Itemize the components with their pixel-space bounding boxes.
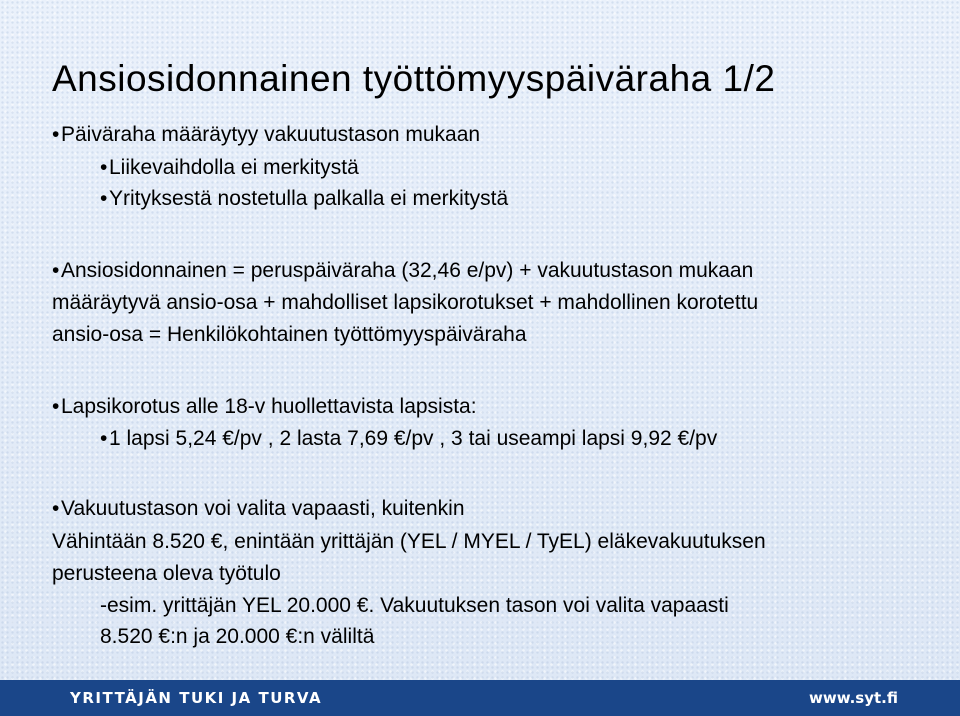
bullet-line xyxy=(100,186,508,212)
line-text: Päiväraha määräytyy vakuutustason mukaan xyxy=(61,123,481,146)
footer-brand-text: YRITTÄJÄN TUKI JA TURVA xyxy=(70,689,323,707)
bullet-glyph: • xyxy=(52,259,60,282)
line-text: Liikevaihdolla ei merkitystä xyxy=(109,156,359,179)
bullet-line xyxy=(100,426,717,452)
bullet-glyph: • xyxy=(52,497,60,520)
bullet-glyph: • xyxy=(100,156,108,179)
bullet-glyph: • xyxy=(100,427,108,450)
text-line: ansio-osa = Henkilökohtainen työttömyyspäiväraha xyxy=(52,323,527,346)
text-line: perusteena oleva työtulo xyxy=(52,562,281,585)
line-text: Vakuutustason voi valita vapaasti, kuitenkin xyxy=(61,497,465,520)
bullet-glyph: • xyxy=(52,395,60,418)
line-text: Ansiosidonnainen = peruspäiväraha (32,46 e/pv) + vakuutustason mukaan xyxy=(61,259,754,282)
text-line: 8.520 €:n ja 20.000 €:n väliltä xyxy=(100,625,375,648)
footer-bar xyxy=(0,680,960,716)
line-text: Yrityksestä nostetulla palkalla ei merkitystä xyxy=(109,187,509,210)
bullet-line xyxy=(52,122,480,148)
bullet-glyph: • xyxy=(100,187,108,210)
bullet-line xyxy=(52,394,477,420)
bullet-line xyxy=(52,496,465,522)
footer-website-link[interactable]: www.syt.fi xyxy=(808,689,898,707)
line-text: Lapsikorotus alle 18-v huollettavista lapsista: xyxy=(61,395,477,418)
text-line: -esim. yrittäjän YEL 20.000 €. Vakuutuksen tason voi valita vapaasti xyxy=(100,594,729,617)
slide-title: Ansiosidonnainen työttömyyspäiväraha 1/2 xyxy=(52,58,776,99)
bullet-line xyxy=(52,258,753,284)
text-line: Vähintään 8.520 €, enintään yrittäjän (YEL / MYEL / TyEL) eläkevakuutuksen xyxy=(52,530,766,553)
text-line: määräytyvä ansio-osa + mahdolliset lapsikorotukset + mahdollinen korotettu xyxy=(52,291,759,314)
bullet-line xyxy=(100,155,359,181)
bullet-glyph: • xyxy=(52,123,60,146)
line-text: 1 lapsi 5,24 €/pv , 2 lasta 7,69 €/pv , 3 tai useampi lapsi 9,92 €/pv xyxy=(109,427,718,450)
